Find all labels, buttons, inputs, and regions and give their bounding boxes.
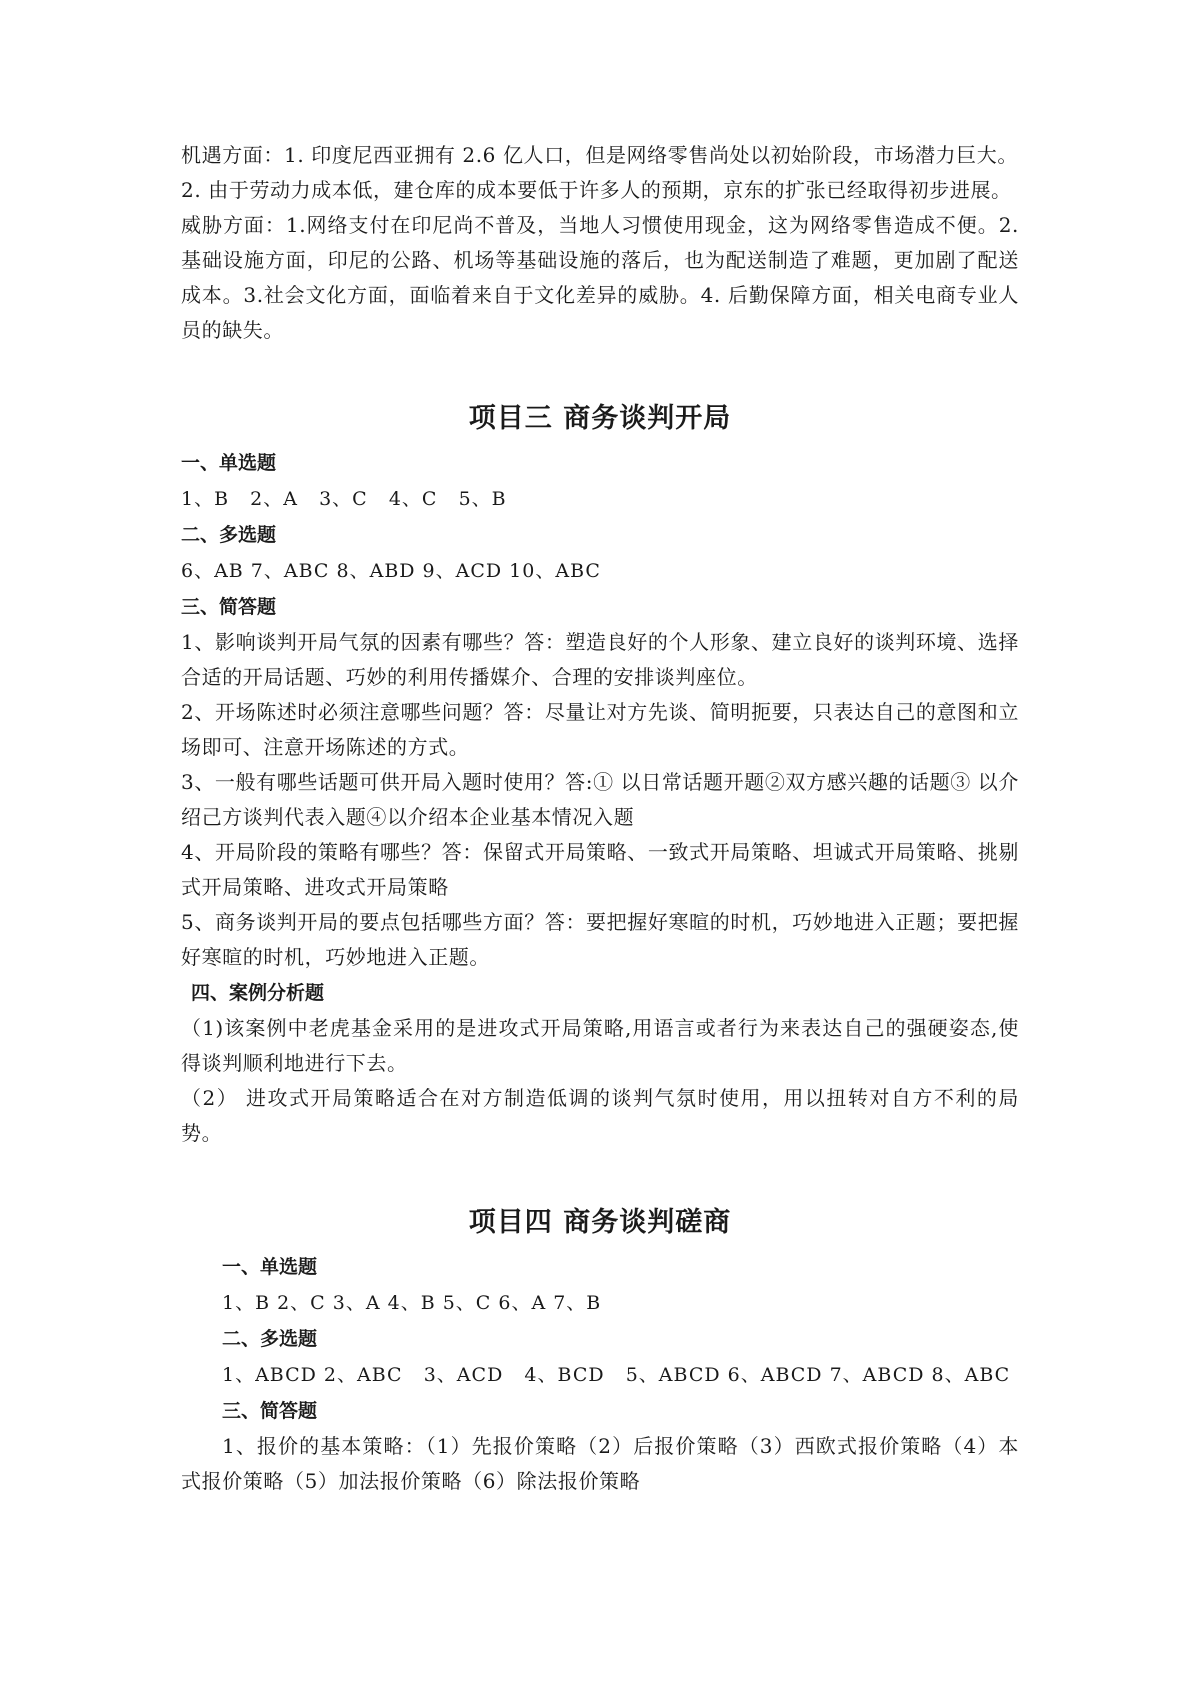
project4-multi-answers: 1、ABCD 2、ABC 3、ACD 4、BCD 5、ABCD 6、ABCD 7、ABCD 8、ABC [222, 1364, 1011, 1386]
project4-title: 项目四 商务谈判磋商 [468, 1207, 732, 1238]
project3-title: 项目三 商务谈判开局 [468, 403, 732, 434]
project3-case-heading: 四、案例分析题 [191, 982, 325, 1004]
project3-single-answers: 1、B 2、A 3、C 4、C 5、B [181, 488, 507, 510]
project3-short-answer: 3、一般有哪些话题可供开局入题时使用？答:① 以日常话题开题②双方感兴趣的话题③ 以介绍己方谈判代表入题④以介绍本企业基本情况入题 [181, 770, 1019, 829]
intro-section [181, 138, 1019, 348]
project3-case-answer: （2） 进攻式开局策略适合在对方制造低调的谈判气氛时使用，用以扭转对自方不利的局势。 [181, 1086, 1019, 1145]
project3-section [181, 393, 1019, 1151]
project3-short-answer: 1、影响谈判开局气氛的因素有哪些？答：塑造良好的个人形象、建立良好的谈判环境、选择合适的开局话题、巧妙的利用传播媒介、合理的安排谈判座位。 [181, 630, 1019, 689]
project3-case-answer: （1)该案例中老虎基金采用的是进攻式开局策略,用语言或者行为来表达自己的强硬姿态,使得谈判顺利地进行下去。 [181, 1016, 1019, 1075]
intro-paragraph: 2. 由于劳动力成本低，建仓库的成本要低于许多人的预期，京东的扩张已经取得初步进展。 [181, 178, 1012, 202]
project3-short-answer: 4、开局阶段的策略有哪些？答：保留式开局策略、一致式开局策略、坦诚式开局策略、挑剔式开局策略、进攻式开局策略 [181, 840, 1019, 899]
project4-multi-heading: 二、多选题 [222, 1328, 318, 1350]
project4-short-heading: 三、简答题 [222, 1400, 318, 1422]
project4-short-answer: 1、报价的基本策略：（1）先报价策略（2）后报价策略（3）西欧式报价策略（4）本式报价策略（5）加法报价策略（6）除法报价策略 [181, 1434, 1019, 1493]
project3-multi-answers: 6、AB 7、ABC 8、ABD 9、ACD 10、ABC [181, 560, 601, 582]
intro-paragraph: 机遇方面：1. 印度尼西亚拥有 2.6 亿人口，但是网络零售尚处以初始阶段，市场潜力巨大。 [181, 143, 1018, 167]
project4-single-heading: 一、单选题 [222, 1256, 318, 1278]
project3-short-answer: 5、商务谈判开局的要点包括哪些方面？答：要把握好寒暄的时机，巧妙地进入正题；要把握好寒暄的时机，巧妙地进入正题。 [181, 910, 1019, 969]
project4-section [181, 1197, 1019, 1499]
project3-short-answer: 2、开场陈述时必须注意哪些问题？答：尽量让对方先谈、简明扼要，只表达自己的意图和立场即可、注意开场陈述的方式。 [181, 700, 1019, 759]
project4-single-answers: 1、B 2、C 3、A 4、B 5、C 6、A 7、B [222, 1292, 602, 1314]
project3-single-heading: 一、单选题 [181, 452, 277, 474]
project3-multi-heading: 二、多选题 [181, 524, 277, 546]
project3-short-heading: 三、简答题 [181, 596, 277, 618]
intro-paragraph: 威胁方面：1.网络支付在印尼尚不普及，当地人习惯使用现金，这为网络零售造成不便。2.基础设施方面，印尼的公路、机场等基础设施的落后，也为配送制造了难题，更加剧了配送成本。3.社会文化方面，面临着来自于文化差异的威胁。4. 后勤保障方面，相关电商专业人员的缺失。 [181, 213, 1019, 342]
